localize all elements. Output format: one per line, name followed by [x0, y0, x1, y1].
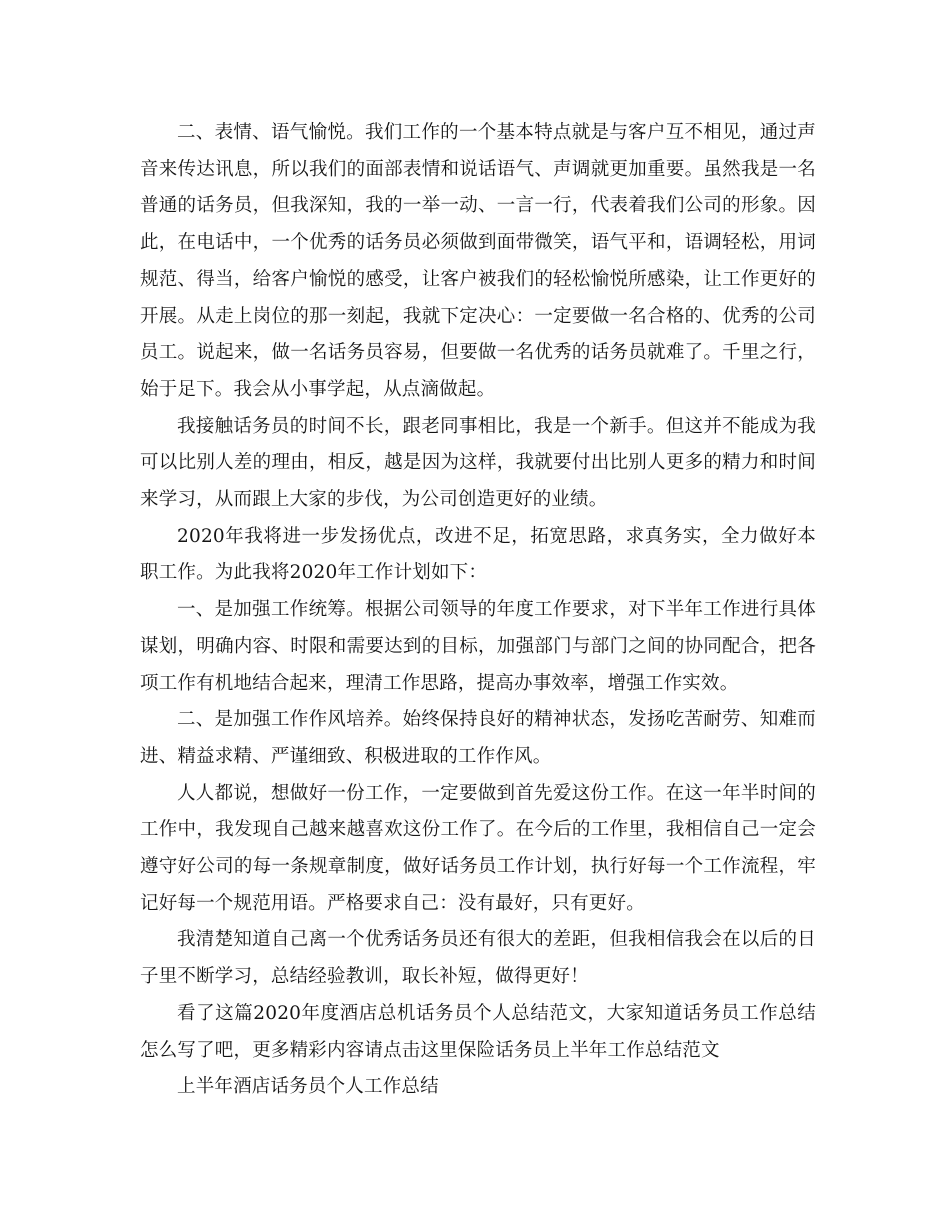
paragraph-next-title: 上半年酒店话务员个人工作总结 [177, 1076, 439, 1098]
paragraph-love-work: 人人都说，想做好一份工作，一定要做到首先爱这份工作。在这一年半时间的工作中，我发现自己越来越喜欢这份工作了。在今后的工作里，我相信自己一定会遵守好公司的每一条规章制度，做好话务员工作计划，执行好每一个工作流程，牢记好每一个规范用语。严格要求自己：没有最好，只有更好。 [140, 782, 816, 914]
paragraph-improve: 我清楚知道自己离一个优秀话务员还有很大的差距，但我相信我会在以后的日子里不断学习，总结经验教训，取长补短，做得更好！ [140, 929, 816, 988]
paragraph-plan-item-1: 一、是加强工作统筹。根据公司领导的年度工作要求，对下半年工作进行具体谋划，明确内容、时限和需要达到的目标，加强部门与部门之间的协同配合，把各项工作有机地结合起来，理清工作思路，提高办事效率，增强工作实效。 [140, 599, 816, 694]
paragraph-2020-plan-intro: 2020年我将进一步发扬优点，改进不足，拓宽思路，求真务实，全力做好本职工作。为此我将2020年工作计划如下： [140, 525, 816, 584]
document-body [140, 115, 816, 1106]
paragraph-new-employee: 我接触话务员的时间不长，跟老同事相比，我是一个新手。但这并不能成为我可以比别人差的理由，相反，越是因为这样，我就要付出比别人更多的精力和时间来学习，从而跟上大家的步伐，为公司创造更好的业绩。 [140, 415, 816, 511]
paragraph-expression-tone: 二、表情、语气愉悦。我们工作的一个基本特点就是与客户互不相见，通过声音来传达讯息，所以我们的面部表情和说话语气、声调就更加重要。虽然我是一名普通的话务员，但我深知，我的一举一动、一言一行，代表着我们公司的形象。因此，在电话中，一个优秀的话务员必须做到面带微笑，语气平和，语调轻松，用词规范、得当，给客户愉悦的感受，让客户被我们的轻松愉悦所感染，让工作更好的开展。从走上岗位的那一刻起，我就下定决心：一定要做一名合格的、优秀的公司员工。说起来，做一名话务员容易，但要做一名优秀的话务员就难了。千里之行，始于足下。我会从小事学起，从点滴做起。 [140, 122, 816, 400]
paragraph-plan-item-2: 二、是加强工作作风培养。始终保持良好的精神状态，发扬吃苦耐劳、知难而进、精益求精、严谨细致、积极进取的工作作风。 [140, 709, 816, 767]
paragraph-closing-link: 看了这篇2020年度酒店总机话务员个人总结范文，大家知道话务员工作总结怎么写了吧，更多精彩内容请点击这里保险话务员上半年工作总结范文 [140, 1002, 816, 1061]
